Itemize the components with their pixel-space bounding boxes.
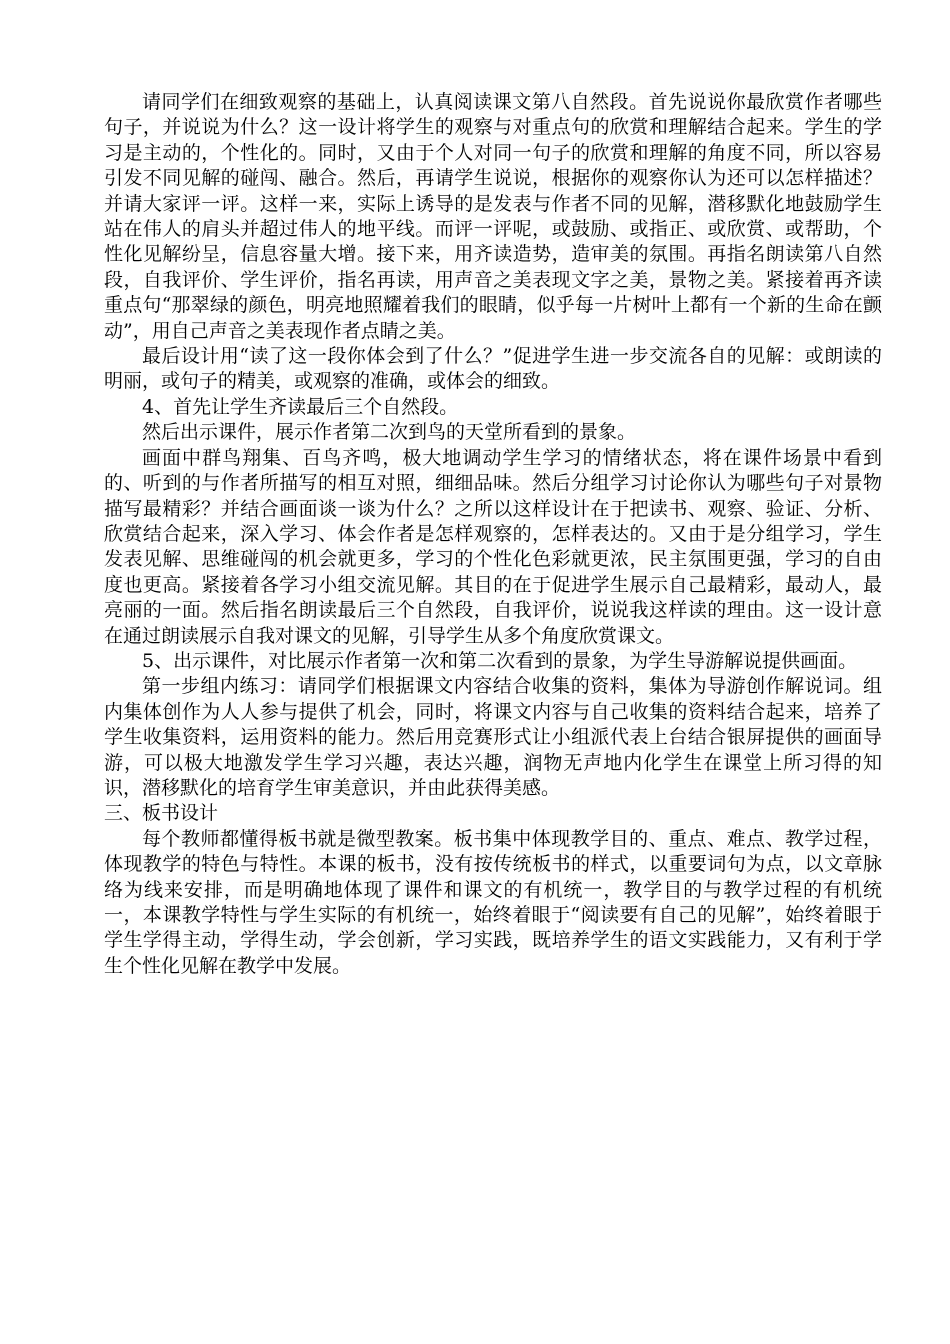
paragraph-step-5: 5、出示课件，对比展示作者第一次和第二次看到的景象，为学生导游解说提供画面。 xyxy=(142,649,858,672)
paragraph-show-courseware: 然后出示课件，展示作者第二次到鸟的天堂所看到的景象。 xyxy=(142,421,637,444)
section-heading-blackboard-design: 三、板书设计 xyxy=(104,802,219,825)
paragraph-final-design: 最后设计用“读了这一段你体会到了什么？”促进学生进一步交流各自的见解：或朗读的明丽，或句子的精美，或观察的准确，或体会的细致。 xyxy=(104,345,882,393)
paragraph-step-4: 4、首先让学生齐读最后三个自然段。 xyxy=(142,395,459,418)
paragraph-blackboard-design: 每个教师都懂得板书就是微型教案。板书集中体现教学目的、重点、难点、教学过程，体现教学的特色与特性。本课的板书，没有按传统板书的样式，以重要词句为点，以文章脉络为线来安排，而是明确地体现了课件和课文的有机统一，教学目的与教学过程的有机统一，本课教学特性与学生实际的有机统一，始终着眼于“阅读要有自己的见解”，始终着眼于学生学得主动，学得生动，学会创新，学习实践，既培养学生的语文实践能力，又有利于学生个性化见解在教学中发展。 xyxy=(104,827,882,977)
paragraph-reading-section-eight: 请同学们在细致观察的基础上，认真阅读课文第八自然段。首先说说你最欣赏作者哪些句子，并说说为什么？这一设计将学生的观察与对重点句的欣赏和理解结合起来。学生的学习是主动的，个性化的。同时，又由于个人对同一句子的欣赏和理解的角度不同，所以容易引发不同见解的碰闯、融合。然后，再请学生说说，根据你的观察你认为还可以怎样描述？并请大家评一评。这样一来，实际上诱导的是发表与作者不同的见解，潜移默化地鼓励学生站在伟人的肩头并超过伟人的地平线。而评一评呢，或鼓励、或指正、或欣赏、或帮助，个性化见解纷呈，信息容量大增。接下来，用齐读造势，造审美的氛围。再指名朗读第八自然段，自我评价、学生评价，指名再读，用声音之美表现文字之美，景物之美。紧接着再齐读重点句“那翠绿的颜色，明亮地照耀着我们的眼睛，似乎每一片树叶上都有一个新的生命在颤动”，用自己声音之美表现作者点睛之美。 xyxy=(104,91,882,342)
document-body xyxy=(104,90,882,979)
paragraph-group-practice: 第一步组内练习：请同学们根据课文内容结合收集的资料，集体为导游创作解说词。组内集体创作为人人参与提供了机会，同时，将课文内容与自己收集的资料结合起来，培养了学生收集资料，运用资料的能力。然后用竞赛形式让小组派代表上台结合银屏提供的画面导游，可以极大地激发学生学习兴趣，表达兴趣，润物无声地内化学生在课堂上所习得的知识，潜移默化的培育学生审美意识，并由此获得美感。 xyxy=(104,675,882,799)
paragraph-group-learning: 画面中群鸟翔集、百鸟齐鸣，极大地调动学生学习的情绪状态，将在课件场景中看到的、听到的与作者所描写的相互对照，细细品味。然后分组学习讨论你认为哪些句子对景物描写最精彩？并结合画面谈一谈为什么？之所以这样设计在于把读书、观察、验证、分析、欣赏结合起来，深入学习、体会作者是怎样观察的，怎样表达的。又由于是分组学习，学生发表见解、思维碰闯的机会就更多，学习的个性化色彩就更浓，民主氛围更强，学习的自由度也更高。紧接着各学习小组交流见解。其目的在于促进学生展示自己最精彩，最动人，最亮丽的一面。然后指名朗读最后三个自然段，自我评价，说说我这样读的理由。这一设计意在通过朗读展示自我对课文的见解，引导学生从多个角度欣赏课文。 xyxy=(104,446,882,647)
